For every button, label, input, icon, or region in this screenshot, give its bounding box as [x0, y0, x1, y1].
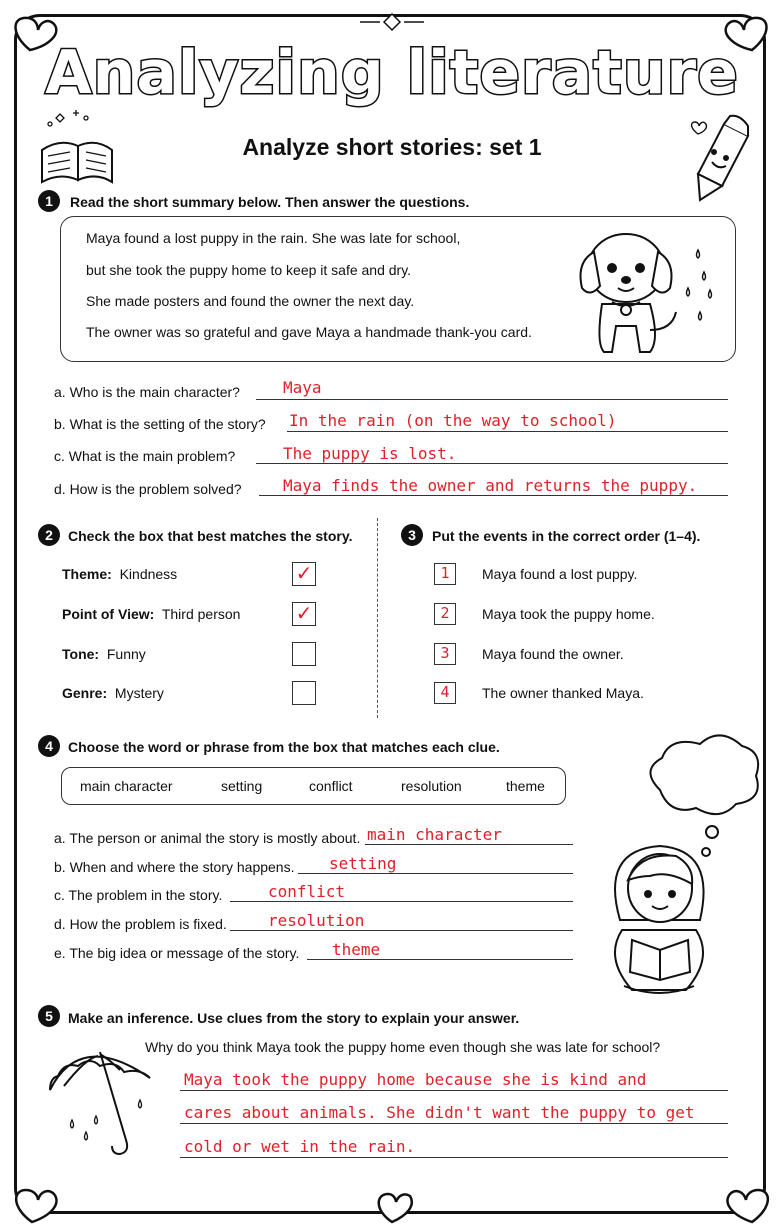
- thought-bubble-icon: [650, 735, 758, 856]
- answer-line: [230, 930, 573, 931]
- event-text: Maya found the owner.: [482, 646, 624, 662]
- check-row: Tone: Funny: [62, 646, 146, 662]
- question-text: d. How is the problem solved?: [54, 481, 242, 497]
- question-heading: Check the box that best matches the story.: [68, 528, 353, 544]
- question-text: b. What is the setting of the story?: [54, 416, 266, 432]
- story-line: The owner was so grateful and gave Maya a handmade thank-you card.: [86, 324, 532, 340]
- answer-text[interactable]: cares about animals. She didn't want the puppy to get: [184, 1103, 695, 1122]
- raindrop-icon: [71, 1100, 142, 1140]
- page-subtitle: Analyze short stories: set 1: [242, 134, 542, 160]
- answer-text[interactable]: main character: [367, 825, 502, 844]
- checkbox[interactable]: [292, 642, 316, 666]
- check-row: Genre: Mystery: [62, 685, 164, 701]
- answer-text[interactable]: conflict: [268, 882, 346, 901]
- page-title: Analyzing literature: [45, 38, 739, 108]
- event-text: Maya found a lost puppy.: [482, 566, 638, 582]
- word-bank-item: resolution: [401, 778, 462, 794]
- question-number: 1: [38, 190, 60, 212]
- check-row: Point of View: Third person: [62, 606, 241, 622]
- question-text: a. Who is the main character?: [54, 384, 240, 400]
- word-bank-item: setting: [221, 778, 263, 794]
- question-number: 2: [38, 524, 60, 546]
- question-heading: Put the events in the correct order (1–4).: [432, 528, 701, 544]
- ornament-icon: [360, 14, 424, 30]
- answer-line: [180, 1157, 728, 1158]
- checkbox[interactable]: [292, 681, 316, 705]
- clue-text: c. The problem in the story.: [54, 887, 223, 903]
- answer-line: [180, 1090, 728, 1091]
- answer-line: [259, 495, 728, 496]
- order-box[interactable]: 3: [434, 643, 456, 665]
- checkbox[interactable]: ✓: [292, 562, 316, 586]
- heart-icon: [692, 122, 707, 134]
- answer-line: [307, 959, 573, 960]
- sparkle-icon: [48, 110, 88, 126]
- clue-text: a. The person or animal the story is mostly about.: [54, 830, 361, 846]
- order-box[interactable]: 2: [434, 603, 456, 625]
- answer-text[interactable]: In the rain (on the way to school): [289, 411, 617, 430]
- question-number: 5: [38, 1005, 60, 1027]
- check-row: Theme: Kindness: [62, 566, 178, 582]
- answer-text[interactable]: resolution: [268, 911, 365, 930]
- answer-line: [365, 844, 573, 845]
- answer-text[interactable]: Maya: [283, 378, 322, 397]
- answer-line: [256, 463, 728, 464]
- event-text: The owner thanked Maya.: [482, 685, 644, 701]
- question-heading: Make an inference. Use clues from the story to explain your answer.: [68, 1010, 520, 1026]
- answer-line: [230, 901, 573, 902]
- clue-text: d. How the problem is fixed.: [54, 916, 227, 932]
- prompt-text: Why do you think Maya took the puppy home even though she was late for school?: [145, 1039, 661, 1055]
- word-bank-item: theme: [506, 778, 545, 794]
- word-bank-item: main character: [80, 778, 173, 794]
- order-box[interactable]: 4: [434, 682, 456, 704]
- divider: [377, 518, 378, 718]
- answer-line: [298, 873, 573, 874]
- checkbox[interactable]: ✓: [292, 602, 316, 626]
- girl-reading-icon: [615, 846, 704, 993]
- question-heading: Choose the word or phrase from the box that matches each clue.: [68, 739, 500, 755]
- question-heading: Read the short summary below. Then answer the questions.: [70, 194, 470, 210]
- question-number: 3: [401, 524, 423, 546]
- clue-text: e. The big idea or message of the story.: [54, 945, 300, 961]
- order-box[interactable]: 1: [434, 563, 456, 585]
- event-text: Maya took the puppy home.: [482, 606, 655, 622]
- story-line: but she took the puppy home to keep it safe and dry.: [86, 262, 412, 278]
- umbrella-icon: [50, 1052, 150, 1154]
- story-line: Maya found a lost puppy in the rain. She was late for school,: [86, 230, 461, 246]
- word-bank-item: conflict: [309, 778, 353, 794]
- answer-line: [180, 1123, 728, 1124]
- answer-text[interactable]: cold or wet in the rain.: [184, 1137, 416, 1156]
- answer-line: [287, 431, 728, 432]
- story-line: She made posters and found the owner the next day.: [86, 293, 415, 309]
- question-number: 4: [38, 735, 60, 757]
- answer-line: [256, 399, 728, 400]
- clue-text: b. When and where the story happens.: [54, 859, 295, 875]
- answer-text[interactable]: Maya took the puppy home because she is kind and: [184, 1070, 647, 1089]
- answer-text[interactable]: Maya finds the owner and returns the puppy.: [283, 476, 698, 495]
- answer-text[interactable]: The puppy is lost.: [283, 444, 457, 463]
- question-text: c. What is the main problem?: [54, 448, 236, 464]
- answer-text[interactable]: setting: [329, 854, 397, 873]
- answer-text[interactable]: theme: [332, 940, 381, 959]
